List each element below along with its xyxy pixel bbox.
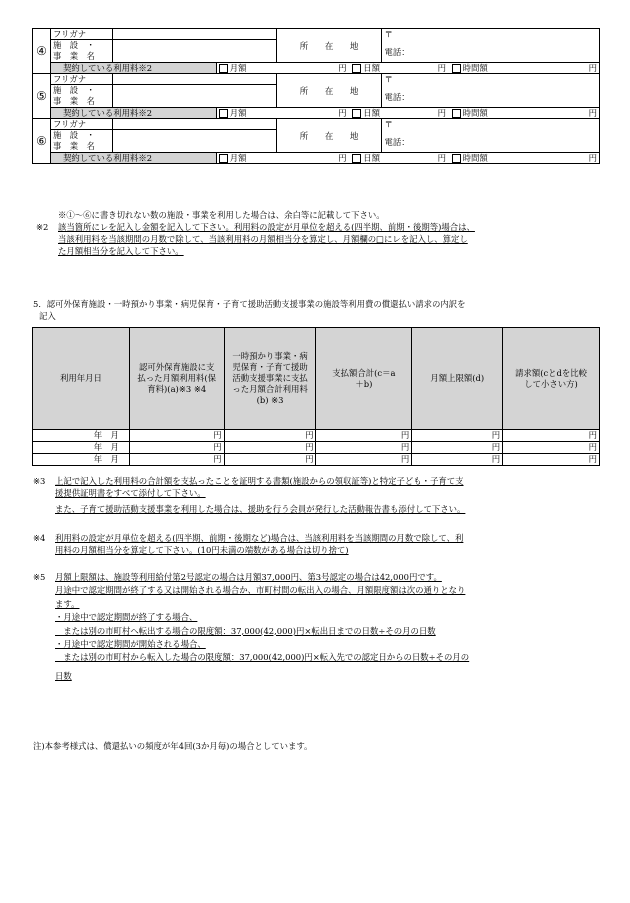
facility-name-label-line1: 施 設 ・	[52, 130, 95, 140]
header-total-paid: 支払額合計(c＝a＋b)	[316, 328, 412, 430]
summary-header-row	[33, 328, 600, 430]
hourly-yen: 円	[588, 153, 597, 163]
summary-row	[33, 430, 600, 442]
note-1: ※①～⑥に書き切れない数の施設・事業を利用した場合は、余白等に記載して下さい。	[58, 210, 385, 220]
yen-unit: 円	[305, 454, 314, 464]
facility-table	[32, 28, 600, 164]
monthly-label: 月額	[229, 153, 247, 163]
daily-yen: 円	[437, 153, 446, 163]
footer-note: 注)本参考様式は、償還払いの頻度が年4回(3か月毎)の場合としています。	[33, 741, 313, 751]
facility-name-input[interactable]	[112, 40, 276, 63]
usage-year-month[interactable]: 年 月	[33, 430, 130, 442]
hourly-option[interactable]	[382, 153, 490, 164]
facility-row-fee	[33, 153, 600, 164]
yen-unit: 円	[305, 442, 314, 452]
monthly-yen: 円	[338, 153, 347, 163]
hourly-label: 時間額	[462, 108, 488, 118]
bottom-notes	[33, 475, 618, 683]
yen-unit: 円	[213, 442, 222, 452]
facility-row-furigana	[33, 29, 600, 40]
note-2-mark: ※2	[36, 222, 49, 232]
daily-option[interactable]	[276, 63, 382, 74]
hourly-option[interactable]	[382, 63, 490, 74]
location-input[interactable]	[382, 119, 600, 153]
daily-checkbox[interactable]	[352, 154, 361, 163]
contract-fee-label: 契約している利用料※2	[50, 108, 216, 119]
note-2	[36, 221, 616, 257]
note-5	[33, 571, 618, 683]
temporary-care-fee-cell[interactable]	[224, 454, 316, 466]
hourly-label: 時間額	[462, 153, 488, 163]
location-input[interactable]	[382, 74, 600, 108]
monthly-checkbox[interactable]	[219, 109, 228, 118]
location-label: 所 在 地	[276, 74, 382, 108]
note-5-mark: ※5	[33, 572, 46, 582]
hourly-amount[interactable]	[490, 63, 600, 74]
monthly-checkbox[interactable]	[219, 154, 228, 163]
postal-mark: 〒	[384, 29, 393, 39]
yen-unit: 円	[491, 454, 501, 464]
monthly-option[interactable]	[216, 153, 276, 164]
hourly-option[interactable]	[382, 108, 490, 119]
yen-unit: 円	[400, 430, 410, 440]
daily-checkbox[interactable]	[352, 109, 361, 118]
hourly-yen: 円	[588, 63, 597, 73]
monthly-label: 月額	[229, 63, 247, 73]
furigana-input[interactable]	[112, 29, 276, 40]
note-3-line2: 援提供証明書をすべて添付して下さい。	[55, 488, 206, 498]
header-claim-amount: 請求額(cとdを比較して小さい方)	[503, 328, 600, 430]
facility-number: ④	[33, 29, 51, 74]
location-label: 所 在 地	[276, 119, 382, 153]
facility-row-furigana	[33, 119, 600, 130]
note-2-line1: 該当箇所にレを記入し金額を記入して下さい。利用料の設定が月単位を超える(四半期、前期・後期等)場合は、	[58, 222, 475, 232]
hourly-label: 時間額	[462, 63, 488, 73]
monthly-label: 月額	[229, 108, 247, 118]
summary-section	[32, 327, 600, 466]
yen-unit: 円	[213, 430, 222, 440]
monthly-limit-cell[interactable]	[412, 454, 503, 466]
total-paid-cell[interactable]	[316, 430, 412, 442]
hourly-yen: 円	[588, 108, 597, 118]
furigana-label: フリガナ	[50, 119, 112, 130]
postal-mark: 〒	[384, 119, 393, 129]
note-5-line8: 日数	[55, 670, 72, 681]
daily-yen: 円	[437, 108, 446, 118]
daily-checkbox[interactable]	[352, 64, 361, 73]
yen-unit: 円	[588, 442, 597, 452]
furigana-label: フリガナ	[50, 74, 112, 85]
facility-name-input[interactable]	[112, 130, 276, 153]
contract-fee-label: 契約している利用料※2	[50, 63, 216, 74]
note-5-line6: ・月途中で認定期間が開始される場合、	[55, 639, 206, 650]
yen-unit: 円	[305, 430, 314, 440]
section5-title-line1: 5．認可外保育施設・一時預かり事業・病児保育・子育て援助活動支援事業の施設等利用費の償還払い請求の内訳を	[33, 299, 466, 309]
yen-unit: 円	[213, 454, 222, 464]
temporary-care-fee-cell[interactable]	[224, 442, 316, 454]
facility-number: ⑥	[33, 119, 51, 164]
header-monthly-limit: 月額上限額(d)	[412, 328, 503, 430]
note-5-line5: または別の市町村へ転出する場合の限度額：37,000(42,000)円×転出日までの日数÷その月の日数	[55, 625, 436, 636]
note-4	[33, 532, 618, 556]
unlicensed-fee-cell[interactable]	[129, 454, 224, 466]
facility-row-furigana	[33, 74, 600, 85]
facility-section	[32, 28, 600, 164]
summary-table	[32, 327, 600, 466]
usage-year-month[interactable]: 年 月	[33, 442, 130, 454]
furigana-label: フリガナ	[50, 29, 112, 40]
contract-fee-label: 契約している利用料※2	[50, 153, 216, 164]
hourly-checkbox[interactable]	[452, 109, 461, 118]
hourly-checkbox[interactable]	[452, 154, 461, 163]
note-5-line3: ます。	[55, 598, 80, 609]
yen-unit: 円	[588, 430, 597, 440]
furigana-input[interactable]	[112, 119, 276, 130]
monthly-checkbox[interactable]	[219, 64, 228, 73]
daily-label: 日額	[363, 63, 380, 73]
facility-name-label-line1: 施 設 ・	[52, 85, 95, 95]
hourly-amount[interactable]	[490, 153, 600, 164]
facility-number: ⑤	[33, 74, 51, 119]
facility-name-label-line2: 事 業 名	[52, 51, 95, 61]
section5-title	[33, 298, 618, 322]
yen-unit: 円	[400, 454, 410, 464]
note-4-mark: ※4	[33, 533, 46, 543]
facility-name-label	[50, 130, 112, 153]
monthly-limit-cell[interactable]	[412, 430, 503, 442]
facility-name-label-line2: 事 業 名	[52, 141, 95, 151]
note-3-mark: ※3	[33, 476, 46, 486]
header-usage-date: 利用年月日	[33, 328, 130, 430]
daily-option[interactable]	[276, 108, 382, 119]
yen-unit: 円	[588, 454, 597, 464]
daily-label: 日額	[363, 108, 380, 118]
total-paid-cell[interactable]	[316, 442, 412, 454]
daily-option[interactable]	[276, 153, 382, 164]
section5-title-line2: 記入	[39, 311, 56, 321]
facility-row-fee	[33, 108, 600, 119]
temporary-care-fee-cell[interactable]	[224, 430, 316, 442]
unlicensed-fee-cell[interactable]	[129, 430, 224, 442]
header-unlicensed-fee: 認可外保育施設に支払った月額利用料(保育料)(a)※3 ※4	[129, 328, 224, 430]
summary-row	[33, 454, 600, 466]
note-5-line1: 月額上限額は、施設等利用給付第2号認定の場合は月額37,000円、第3号認定の場合は42,000円です。	[55, 572, 442, 582]
hourly-checkbox[interactable]	[452, 64, 461, 73]
unlicensed-fee-cell[interactable]	[129, 442, 224, 454]
note-3-line3: また、子育て援助活動支援事業を利用した場合は、援助を行う会員が発行した活動報告書も添付して下さい。	[55, 504, 466, 514]
monthly-option[interactable]	[216, 63, 276, 74]
note-4-line1: 利用料の設定が月単位を超える(四半期、前期・後期など)場合は、当該利用料を当該期間の月数で除して、利	[55, 533, 464, 543]
facility-row-fee	[33, 63, 600, 74]
furigana-input[interactable]	[112, 74, 276, 85]
total-paid-cell[interactable]	[316, 454, 412, 466]
note-2-line3: た月額相当分を記入して下さい。	[58, 246, 184, 256]
claim-amount-cell[interactable]	[503, 442, 600, 454]
daily-yen: 円	[437, 63, 446, 73]
phone-label: 電話：	[384, 92, 410, 102]
claim-amount-cell[interactable]	[503, 454, 600, 466]
monthly-yen: 円	[338, 108, 347, 118]
hourly-amount[interactable]	[490, 108, 600, 119]
note-2-line2: 当該利用料を当該期間の月数で除して、当該利用料の月額相当分を算定し、月額欄の□にレを記入し、算定し	[58, 234, 468, 244]
note-5-line4: ・月途中で認定期間が終了する場合、	[55, 612, 198, 623]
note-5-line2: 月途中で認定期間が終了する又は開始される場合か、市町村間の転出入の場合、月額限度額は次の通りとなり	[55, 585, 466, 596]
location-label: 所 在 地	[276, 29, 382, 63]
summary-row	[33, 442, 600, 454]
claim-amount-cell[interactable]	[503, 430, 600, 442]
facility-name-input[interactable]	[112, 85, 276, 108]
facility-name-label	[50, 85, 112, 108]
facility-name-label-line1: 施 設 ・	[52, 40, 95, 50]
phone-label: 電話：	[384, 137, 410, 147]
top-notes	[36, 209, 616, 257]
note-4-line2: 用料の月額相当分を算定して下さい。(10円未満の端数がある場合は切り捨て)	[55, 545, 349, 555]
postal-mark: 〒	[384, 74, 393, 84]
monthly-yen: 円	[338, 63, 347, 73]
monthly-option[interactable]	[216, 108, 276, 119]
facility-name-label	[50, 40, 112, 63]
header-temporary-care-fee: 一時預かり事業・病児保育・子育て援助活動支援事業に支払った月額合計利用料(b) ※3	[224, 328, 316, 430]
usage-year-month[interactable]: 年 月	[33, 454, 130, 466]
daily-label: 日額	[363, 153, 380, 163]
yen-unit: 円	[491, 430, 501, 440]
location-input[interactable]	[382, 29, 600, 63]
yen-unit: 円	[491, 442, 501, 452]
monthly-limit-cell[interactable]	[412, 442, 503, 454]
phone-label: 電話：	[384, 47, 410, 57]
note-3	[33, 475, 618, 515]
facility-name-label-line2: 事 業 名	[52, 96, 95, 106]
note-3-line1: 上記で記入した利用料の合計額を支払ったことを証明する書類(施設からの領収証等)と特定子ども・子育て支	[55, 476, 464, 486]
note-5-line7: または別の市町村から転入した場合の限度額：37,000(42,000)円×転入先での認定日からの日数÷その月の	[55, 652, 470, 663]
yen-unit: 円	[400, 442, 410, 452]
